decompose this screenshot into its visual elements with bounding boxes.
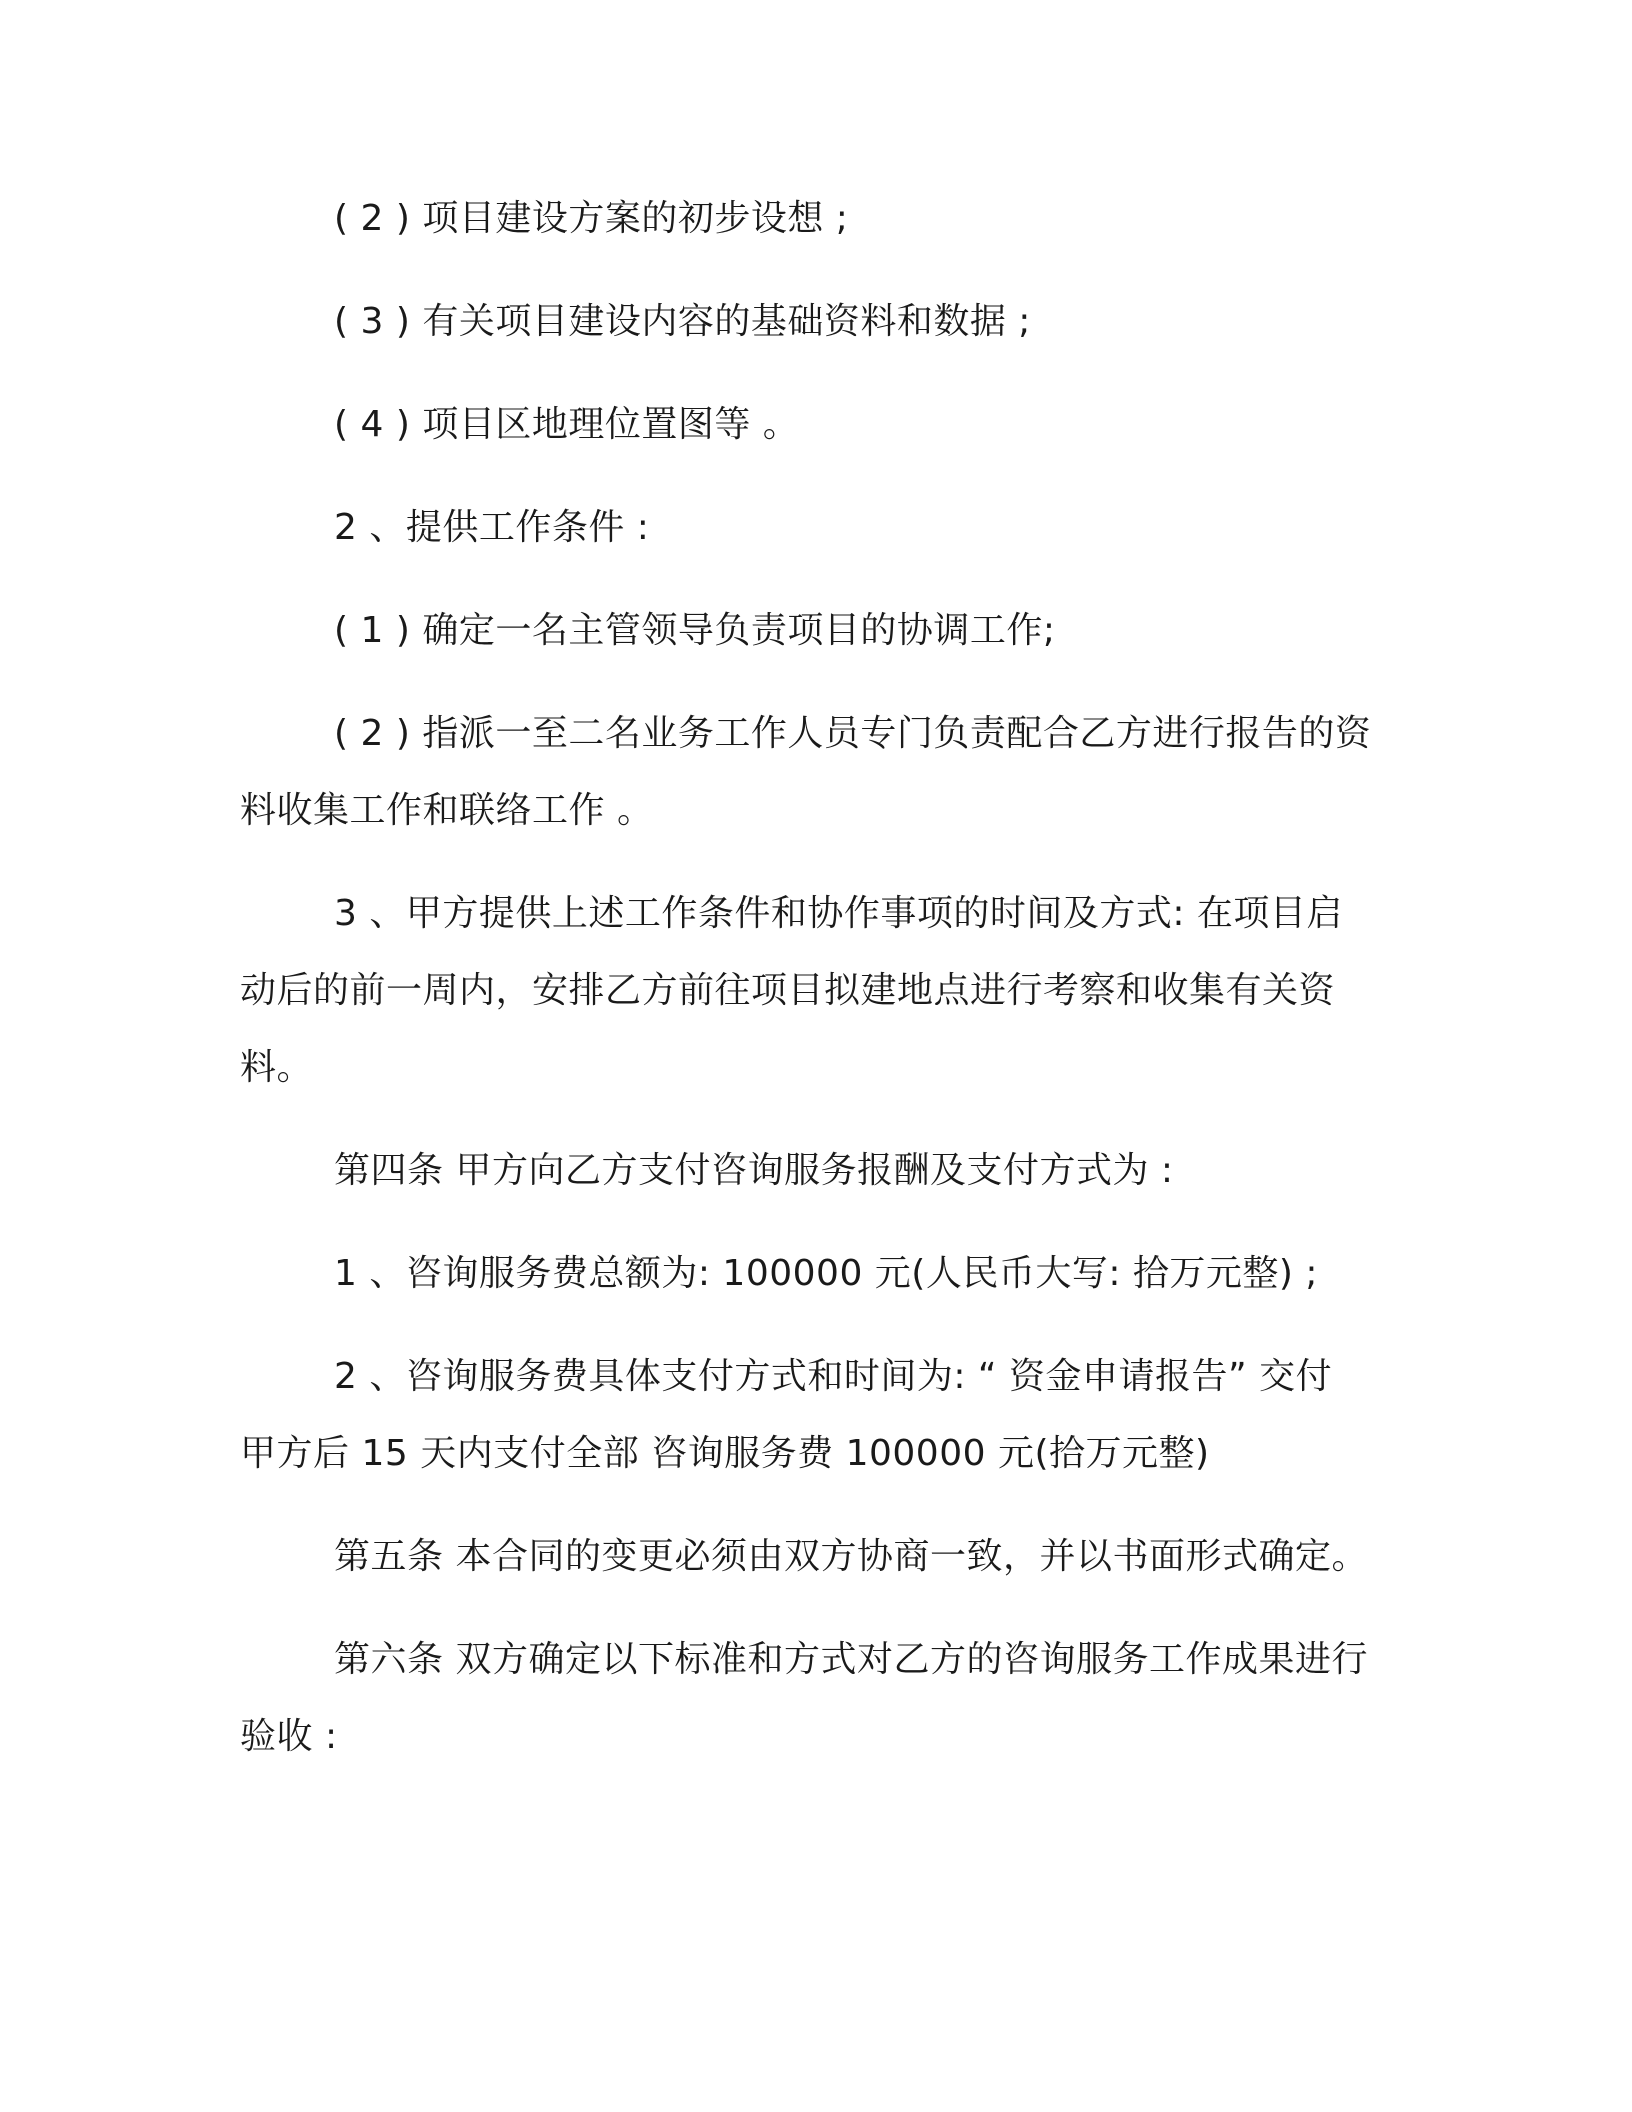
- text-line: 验收 :: [240, 1716, 338, 1757]
- text-line: ( 2 ) 指派一至二名业务工作人员专门负责配合乙方进行报告的资: [334, 713, 1372, 754]
- paragraph-work-conditions-heading: [240, 489, 1380, 566]
- paragraph-article-5: [240, 1518, 1380, 1595]
- paragraph-item-2-plan: [240, 180, 1380, 257]
- paragraph-item-2-staff: [240, 695, 1380, 849]
- text-line: ( 2 ) 项目建设方案的初步设想 ;: [334, 198, 849, 239]
- paragraph-article-4: [240, 1132, 1380, 1209]
- text-line: 2 、提供工作条件 :: [334, 507, 650, 548]
- text-line: 第四条 甲方向乙方支付咨询服务报酬及支付方式为 :: [334, 1150, 1174, 1191]
- paragraph-fee-payment: [240, 1338, 1380, 1492]
- text-line: 第五条 本合同的变更必须由双方协商一致，并以书面形式确定。: [334, 1536, 1368, 1577]
- text-line: 动后的前一周内，安排乙方前往项目拟建地点进行考察和收集有关资: [240, 970, 1336, 1011]
- text-line: ( 4 ) 项目区地理位置图等 。: [334, 404, 800, 445]
- text-line: 料收集工作和联络工作 。: [240, 790, 654, 831]
- text-line: 甲方后 15 天内支付全部 咨询服务费 100000 元(拾万元整): [240, 1433, 1210, 1474]
- text-line: ( 3 ) 有关项目建设内容的基础资料和数据 ;: [334, 301, 1031, 342]
- text-line: 第六条 双方确定以下标准和方式对乙方的咨询服务工作成果进行: [334, 1639, 1368, 1680]
- paragraph-item-3-data: [240, 283, 1380, 360]
- text-line: 1 、咨询服务费总额为: 100000 元(人民币大写: 拾万元整) ;: [334, 1253, 1319, 1294]
- text-line: 2 、咨询服务费具体支付方式和时间为: “ 资金申请报告” 交付: [334, 1356, 1333, 1397]
- text-line: 料。: [240, 1047, 314, 1088]
- text-line: ( 1 ) 确定一名主管领导负责项目的协调工作;: [334, 610, 1056, 651]
- paragraph-item-4-map: [240, 386, 1380, 463]
- document-page: [240, 180, 1380, 1801]
- paragraph-article-6: [240, 1621, 1380, 1775]
- paragraph-item-1-leader: [240, 592, 1380, 669]
- text-line: 3 、甲方提供上述工作条件和协作事项的时间及方式: 在项目启: [334, 893, 1343, 934]
- paragraph-fee-total: [240, 1235, 1380, 1312]
- paragraph-conditions-timing: [240, 875, 1380, 1106]
